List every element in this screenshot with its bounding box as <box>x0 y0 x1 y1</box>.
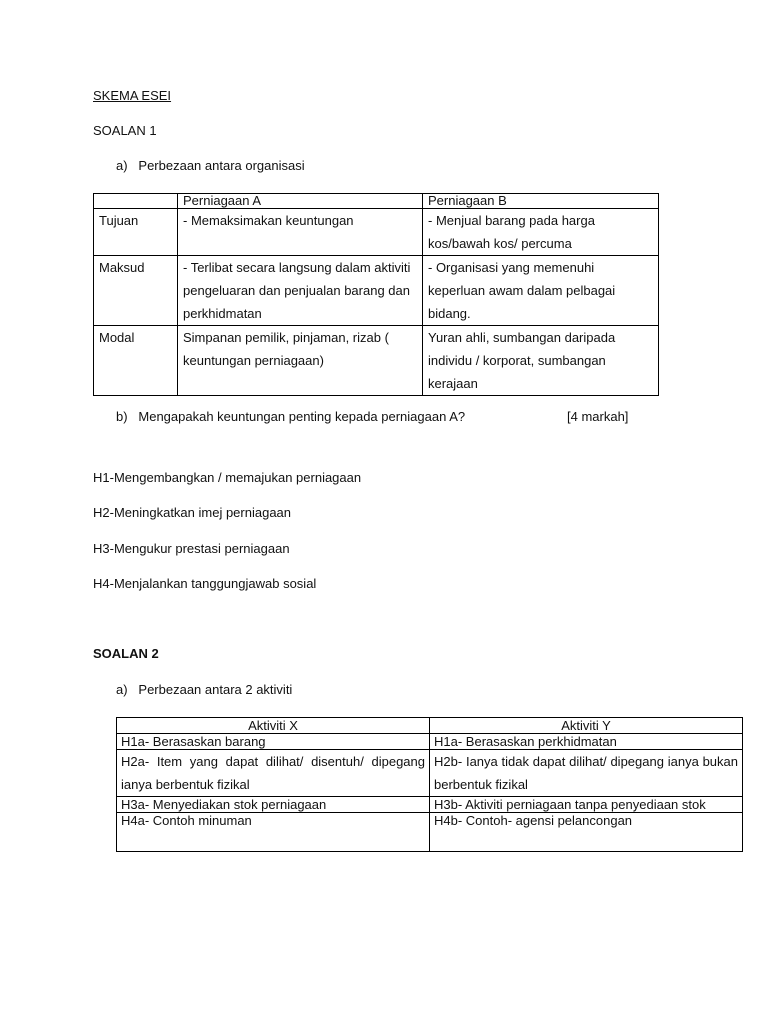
cell-perniagaan-b: - Organisasi yang memenuhi keperluan awam dalam pelbagai bidang. <box>423 256 659 326</box>
header-cell-empty <box>94 194 178 209</box>
header-cell-aktiviti-y: Aktiviti Y <box>430 718 743 734</box>
row-label: Modal <box>94 326 178 396</box>
activity-comparison-table <box>116 717 743 852</box>
question-2-title: SOALAN 2 <box>93 646 159 661</box>
cell-aktiviti-x: H1a- Berasaskan barang <box>117 734 430 750</box>
row-label: Maksud <box>94 256 178 326</box>
cell-perniagaan-a: - Terlibat secara langsung dalam aktiviti pengeluaran dan penjualan barang dan perkhidmatan <box>178 256 423 326</box>
table-row <box>94 256 659 326</box>
marks-label: [4 markah] <box>567 409 629 424</box>
cell-aktiviti-y: H3b- Aktiviti perniagaan tanpa penyediaan stok <box>430 797 743 813</box>
table-row <box>117 813 743 852</box>
answer-h4: H4-Menjalankan tanggungjawab sosial <box>93 576 317 591</box>
organisation-comparison-table <box>93 193 659 396</box>
cell-aktiviti-x: H2a- Item yang dapat dilihat/ disentuh/ dipegang ianya berbentuk fizikal <box>117 750 430 797</box>
cell-aktiviti-x: H3a- Menyediakan stok perniagaan <box>117 797 430 813</box>
cell-aktiviti-y: H1a- Berasaskan perkhidmatan <box>430 734 743 750</box>
cell-aktiviti-y: H4b- Contoh- agensi pelancongan <box>430 813 743 852</box>
question-2-part-a: a) Perbezaan antara 2 aktiviti <box>116 682 293 697</box>
cell-perniagaan-b: Yuran ahli, sumbangan daripada individu / korporat, sumbangan kerajaan <box>423 326 659 396</box>
question-1-title: SOALAN 1 <box>93 123 157 138</box>
table-header-row <box>117 718 743 734</box>
answer-h1: H1-Mengembangkan / memajukan perniagaan <box>93 470 362 485</box>
cell-perniagaan-a: Simpanan pemilik, pinjaman, rizab ( keuntungan perniagaan) <box>178 326 423 396</box>
header-cell-perniagaan-b: Perniagaan B <box>423 194 659 209</box>
header-cell-perniagaan-a: Perniagaan A <box>178 194 423 209</box>
answer-h3: H3-Mengukur prestasi perniagaan <box>93 541 290 556</box>
header-cell-aktiviti-x: Aktiviti X <box>117 718 430 734</box>
table-row <box>94 326 659 396</box>
table-row <box>117 797 743 813</box>
table-row <box>117 750 743 797</box>
question-1-part-b: b) Mengapakah keuntungan penting kepada perniagaan A? <box>116 409 466 424</box>
row-label: Tujuan <box>94 209 178 256</box>
question-1-part-a: a) Perbezaan antara organisasi <box>116 158 305 173</box>
table-row <box>117 734 743 750</box>
cell-perniagaan-b: - Menjual barang pada harga kos/bawah kos/ percuma <box>423 209 659 256</box>
cell-perniagaan-a: - Memaksimakan keuntungan <box>178 209 423 256</box>
document-heading: SKEMA ESEI <box>93 88 172 103</box>
cell-aktiviti-x: H4a- Contoh minuman <box>117 813 430 852</box>
table-row <box>94 209 659 256</box>
answer-h2: H2-Meningkatkan imej perniagaan <box>93 505 292 520</box>
cell-aktiviti-y: H2b- Ianya tidak dapat dilihat/ dipegang ianya bukan berbentuk fizikal <box>430 750 743 797</box>
table-header-row <box>94 194 659 209</box>
